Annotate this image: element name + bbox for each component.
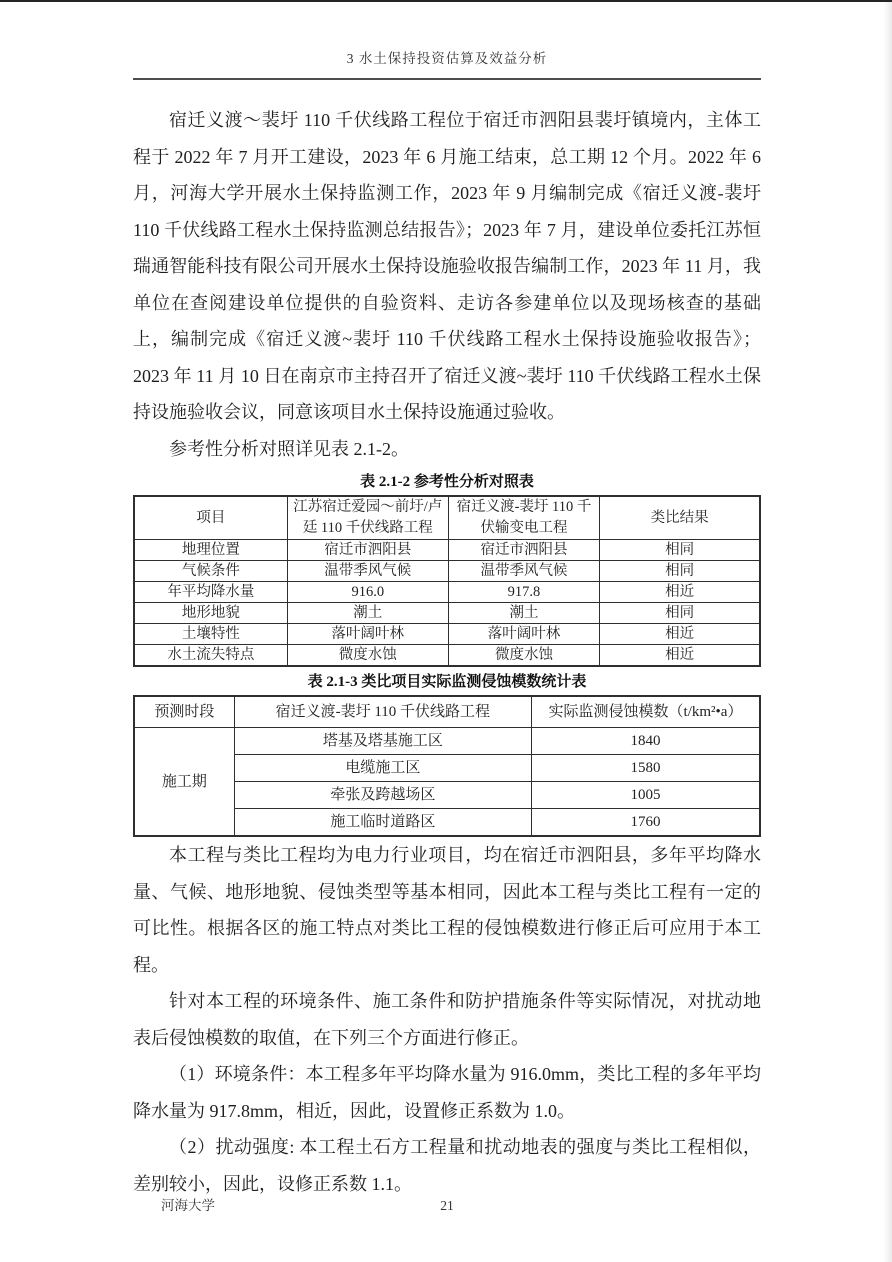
cell-project: 潮土 xyxy=(448,603,599,624)
cell-item: 地理位置 xyxy=(134,540,287,561)
table-row xyxy=(134,582,760,603)
col-header-reference-project: 江苏宿迁爱园～前圩/卢廷 110 千伏线路工程 xyxy=(287,496,448,540)
cell-reference: 宿迁市泗阳县 xyxy=(287,540,448,561)
erosion-table xyxy=(133,695,761,837)
cell-result: 相近 xyxy=(600,582,760,603)
col-header-project: 宿迁义渡-裴圩 110 千伏线路工程 xyxy=(234,696,531,728)
cell-project: 微度水蚀 xyxy=(448,645,599,667)
paragraph-correction-disturbance: （2）扰动强度: 本工程土石方工程量和扰动地表的强度与类比工程相似，差别较小，因此，设修正系数 1.1。 xyxy=(133,1137,761,1194)
cell-item: 地形地貌 xyxy=(134,603,287,624)
cell-project: 宿迁市泗阳县 xyxy=(448,540,599,561)
cell-reference: 916.0 xyxy=(287,582,448,603)
scan-edge-shadow xyxy=(883,2,892,1262)
cell-result: 相同 xyxy=(600,603,760,624)
page-header xyxy=(133,48,761,80)
table-row xyxy=(134,561,760,582)
cell-result: 相同 xyxy=(600,561,760,582)
paragraph-correction-intro: 针对本工程的环境条件、施工条件和防护措施条件等实际情况，对扰动地表后侵蚀模数的取值，在下列三个方面进行修正。 xyxy=(133,991,761,1048)
col-header-analogy-result: 类比结果 xyxy=(600,496,760,540)
paragraph-project-overview: 宿迁义渡～裴圩 110 千伏线路工程位于宿迁市泗阳县裴圩镇境内，主体工程于 2022 年 7 月开工建设，2023 年 6 月施工结束，总工期 12 个月。2022 年 6 月，河海大学开展水土保持监测工作，2023 年 9 月编制完成《宿迁义渡-裴圩 110 千伏线路工程水土保持监测总结报告》；2023 年 7 月，建设单位委托江苏恒瑞通智能科技有限公司开展水土保持设施验收报告编制工作，2023 年 11 月，我单位在查阅建设单位提供的自验资料、走访各参建单位以及现场核查的基础上，编制完成《宿迁义渡~裴圩 110 千伏线路工程水土保持设施验收报告》；2023 年 11 月 10 日在南京市主持召开了宿迁义渡~裴圩 110 千伏线路工程水土保持设施验收会议，同意该项目水土保持设施通过验收。 xyxy=(133,110,761,422)
table-row xyxy=(134,728,760,755)
cell-item: 气候条件 xyxy=(134,561,287,582)
col-header-erosion-modulus: 实际监测侵蚀模数（t/km²•a） xyxy=(532,696,761,728)
page-number: 21 xyxy=(440,1198,454,1213)
cell-result: 相近 xyxy=(600,624,760,645)
cell-result: 相同 xyxy=(600,540,760,561)
cell-value: 1840 xyxy=(532,728,761,755)
cell-item: 水土流失特点 xyxy=(134,645,287,667)
cell-reference: 温带季风气候 xyxy=(287,561,448,582)
erosion-table-header-row xyxy=(134,696,760,728)
page-content xyxy=(133,102,761,1202)
paragraph-comparability: 本工程与类比工程均为电力行业项目，均在宿迁市泗阳县，多年平均降水量、气候、地形地貌、侵蚀类型等基本相同，因此本工程与类比工程有一定的可比性。根据各区的施工特点对类比工程的侵蚀模数进行修正后可应用于本工程。 xyxy=(133,845,761,975)
cell-zone: 牵张及跨越场区 xyxy=(234,782,531,809)
cell-reference: 潮土 xyxy=(287,603,448,624)
cell-value: 1005 xyxy=(532,782,761,809)
erosion-table-caption: 表 2.1-3 类比项目实际监测侵蚀模数统计表 xyxy=(307,674,587,690)
col-header-this-project: 宿迁义渡-裴圩 110 千伏输变电工程 xyxy=(448,496,599,540)
col-header-period: 预测时段 xyxy=(134,696,234,728)
cell-reference: 微度水蚀 xyxy=(287,645,448,667)
table-row xyxy=(134,540,760,561)
comparison-table-header-row xyxy=(134,496,760,540)
cell-item: 年平均降水量 xyxy=(134,582,287,603)
cell-phase: 施工期 xyxy=(134,728,234,837)
cell-result: 相近 xyxy=(600,645,760,667)
chapter-title: 3 水土保持投资估算及效益分析 xyxy=(346,51,548,66)
cell-project: 落叶阔叶林 xyxy=(448,624,599,645)
paragraph-table-reference: 参考性分析对照详见表 2.1-2。 xyxy=(169,438,409,459)
cell-item: 土壤特性 xyxy=(134,624,287,645)
cell-project: 917.8 xyxy=(448,582,599,603)
table-row xyxy=(134,603,760,624)
table-row xyxy=(134,624,760,645)
comparison-table xyxy=(133,495,761,667)
cell-project: 温带季风气候 xyxy=(448,561,599,582)
cell-reference: 落叶阔叶林 xyxy=(287,624,448,645)
col-header-item: 项目 xyxy=(134,496,287,540)
page-footer xyxy=(133,1195,761,1217)
table-row xyxy=(134,645,760,667)
cell-zone: 电缆施工区 xyxy=(234,755,531,782)
comparison-table-caption: 表 2.1-2 参考性分析对照表 xyxy=(360,474,534,490)
paragraph-correction-environment: （1）环境条件：本工程多年平均降水量为 916.0mm，类比工程的多年平均降水量为 917.8mm，相近，因此，设置修正系数为 1.0。 xyxy=(133,1064,761,1121)
organization-name: 河海大学 xyxy=(161,1198,215,1213)
cell-zone: 塔基及塔基施工区 xyxy=(234,728,531,755)
cell-value: 1760 xyxy=(532,809,761,837)
cell-value: 1580 xyxy=(532,755,761,782)
cell-zone: 施工临时道路区 xyxy=(234,809,531,837)
